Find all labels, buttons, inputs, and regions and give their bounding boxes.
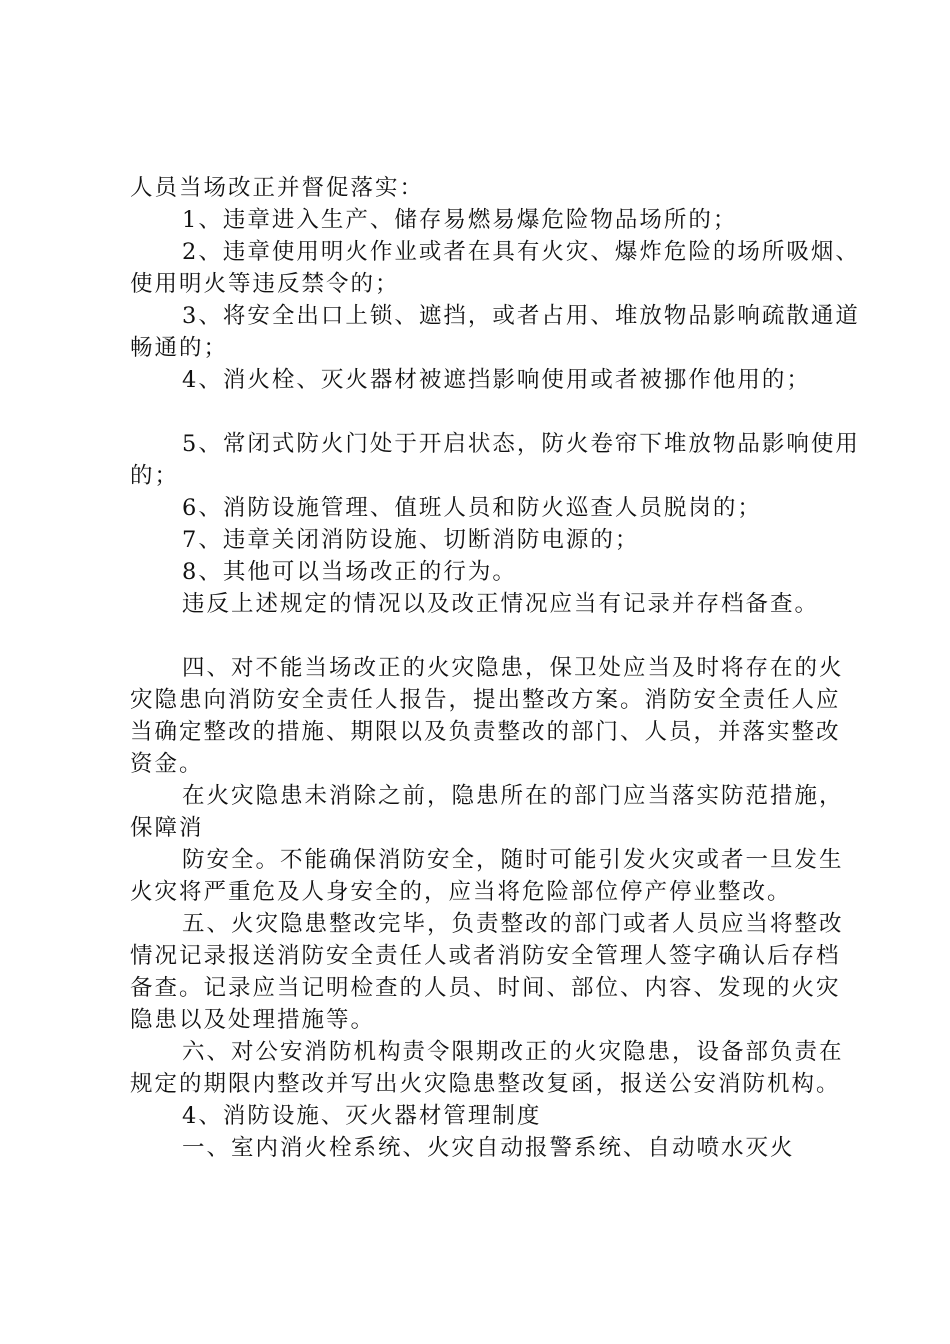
paragraph: 防安全。不能确保消防安全，随时可能引发火灾或者一旦发生火灾将严重危及人身安全的，应当将危险部位停产停业整改。 <box>130 847 844 905</box>
paragraph: 4、消火栓、灭火器材被遮挡影响使用或者被挪作他用的； <box>182 367 811 393</box>
paragraph: 在火灾隐患未消除之前，隐患所在的部门应当落实防范措施，保障消 <box>130 783 844 841</box>
paragraph: 1、违章进入生产、储存易燃易爆危险物品场所的； <box>182 207 738 233</box>
document-body <box>130 172 860 1164</box>
paragraph: 四、对不能当场改正的火灾隐患，保卫处应当及时将存在的火灾隐患向消防安全责任人报告，提出整改方案。消防安全责任人应当确定整改的措施、期限以及负责整改的部门、人员，并落实整改资金。 <box>130 655 844 777</box>
paragraph: 人员当场改正并督促落实： <box>130 175 425 201</box>
paragraph: 5、常闭式防火门处于开启状态，防火卷帘下堆放物品影响使用的； <box>130 431 860 489</box>
paragraph: 7、违章关闭消防设施、切断消防电源的； <box>182 527 640 553</box>
paragraph: 4、消防设施、灭火器材管理制度 <box>182 1103 542 1129</box>
paragraph: 6、消防设施管理、值班人员和防火巡查人员脱岗的； <box>182 495 762 521</box>
paragraph: 五、火灾隐患整改完毕，负责整改的部门或者人员应当将整改情况记录报送消防安全责任人或者消防安全管理人签字确认后存档备查。记录应当记明检查的人员、时间、部位、内容、发现的火灾隐患以及处理措施等。 <box>130 911 844 1033</box>
paragraph: 违反上述规定的情况以及改正情况应当有记录并存档备查。 <box>182 591 820 617</box>
paragraph: 3、将安全出口上锁、遮挡，或者占用、堆放物品影响疏散通道畅通的； <box>130 303 860 361</box>
paragraph: 8、其他可以当场改正的行为。 <box>182 559 517 585</box>
paragraph: 一、室内消火栓系统、火灾自动报警系统、自动喷水灭火 <box>182 1135 795 1161</box>
paragraph: 2、违章使用明火作业或者在具有火灾、爆炸危险的场所吸烟、使用明火等违反禁令的； <box>130 239 860 297</box>
paragraph: 六、对公安消防机构责令限期改正的火灾隐患，设备部负责在规定的期限内整改并写出火灾隐患整改复函，报送公安消防机构。 <box>130 1039 844 1097</box>
